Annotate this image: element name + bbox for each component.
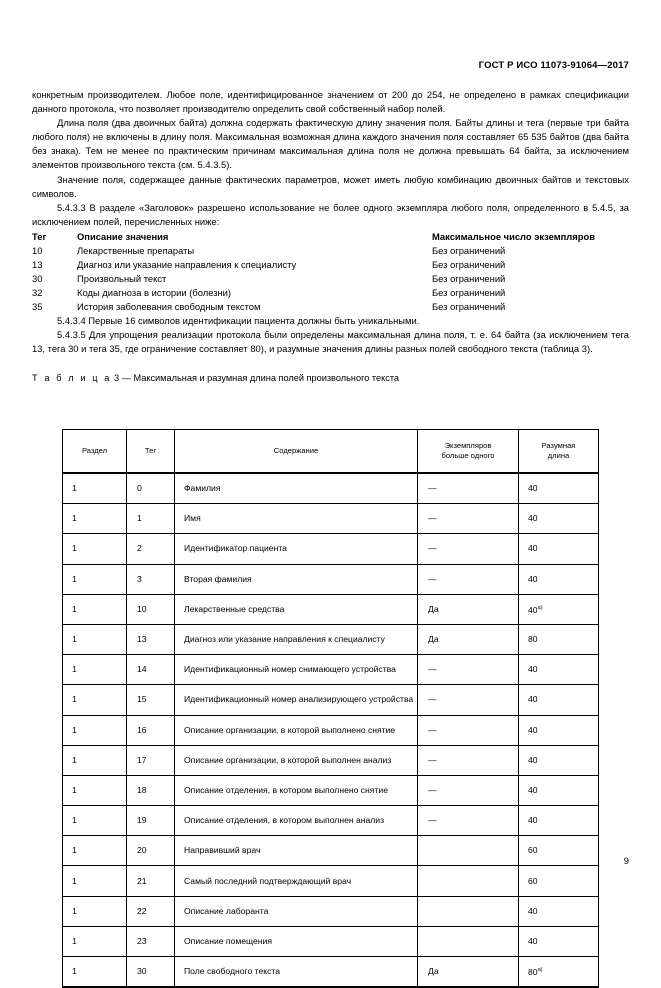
table-row (63, 594, 599, 624)
body-content (32, 88, 629, 385)
cell-length: 40 (519, 564, 599, 594)
table-row (63, 806, 599, 836)
table-3 (62, 429, 599, 988)
tag-list-row (32, 272, 629, 286)
cell-instances: — (418, 534, 519, 564)
paragraph-field-length: Длина поля (два двоичных байта) должна содержать фактическую длину значения поля. Байты длины и тега (первые три байта любого поля) не включены в длину поля. Максимальная возможная длина каждого значения поля составляет 65 535 байтов (два байта без знака). Тем не менее по практическим причинам максимальная длина поля не должна превышать 64 байта, за исключением элементов произвольного текста (см. 5.4.3.5). (32, 117, 629, 171)
cell-length: 40 (519, 504, 599, 534)
cell-content: Поле свободного текста (175, 957, 418, 988)
cell-tag: 20 (127, 836, 175, 866)
column-header-section: Раздел (63, 430, 127, 474)
footnote-marker: а) (537, 967, 543, 974)
tag-list-max: Без ограничений (432, 272, 506, 284)
cell-section: 1 (63, 564, 127, 594)
tag-list-header-tag: Тег (32, 230, 47, 242)
table-caption-number: 3 (114, 373, 120, 384)
cell-section: 1 (63, 715, 127, 745)
cell-content: Идентификационный номер снимающего устройства (175, 655, 418, 685)
table-row (63, 836, 599, 866)
column-header-length-line2: длина (547, 451, 570, 460)
column-header-length (519, 430, 599, 474)
cell-section: 1 (63, 594, 127, 624)
tag-list-description: Произвольный текст (77, 272, 167, 284)
cell-instances: — (418, 473, 519, 504)
cell-instances: — (418, 504, 519, 534)
table-row (63, 866, 599, 896)
table-row (63, 564, 599, 594)
cell-content: Вторая фамилия (175, 564, 418, 594)
cell-section: 1 (63, 806, 127, 836)
table-row (63, 957, 599, 988)
table-row (63, 926, 599, 956)
cell-instances: Да (418, 594, 519, 624)
cell-tag: 21 (127, 866, 175, 896)
cell-section: 1 (63, 926, 127, 956)
column-header-tag: Тег (127, 430, 175, 474)
table-row (63, 745, 599, 775)
cell-length: 60 (519, 866, 599, 896)
tag-list-description: История заболевания свободным текстом (77, 300, 261, 312)
cell-tag: 18 (127, 775, 175, 805)
cell-section: 1 (63, 745, 127, 775)
column-header-content: Содержание (175, 430, 418, 474)
table-row (63, 504, 599, 534)
cell-section: 1 (63, 866, 127, 896)
cell-instances (418, 896, 519, 926)
cell-tag: 2 (127, 534, 175, 564)
tag-list-header-row (32, 230, 629, 244)
tag-list-row (32, 300, 629, 314)
tag-list-description: Диагноз или указание направления к специалисту (77, 258, 297, 270)
column-header-instances-line2: больше одного (441, 451, 495, 460)
paragraph-intro: конкретным производителем. Любое поле, идентифицированное значением от 200 до 254, не определено в рамках спецификации данного протокола, что позволяет производителю определить свой собственный набор полей. (32, 89, 629, 115)
cell-content: Идентификатор пациента (175, 534, 418, 564)
cell-length: 60 (519, 836, 599, 866)
cell-length: 40 (519, 896, 599, 926)
cell-length: 40 (519, 655, 599, 685)
tag-list-description: Лекарственные препараты (77, 244, 195, 256)
cell-tag: 0 (127, 473, 175, 504)
cell-content: Описание помещения (175, 926, 418, 956)
cell-length: 80 (519, 624, 599, 654)
cell-instances (418, 866, 519, 896)
cell-tag: 3 (127, 564, 175, 594)
paragraph-5-4-3-4: 5.4.3.4 Первые 16 символов идентификации пациента должны быть уникальными. (57, 314, 420, 326)
cell-instances: — (418, 655, 519, 685)
tag-list-tag: 13 (32, 258, 43, 270)
cell-content: Фамилия (175, 473, 418, 504)
tag-list-tag: 10 (32, 244, 43, 256)
cell-length: 40 (519, 806, 599, 836)
cell-length: 40 (519, 926, 599, 956)
tag-list-header-max: Максимальное число экземпляров (432, 230, 595, 242)
cell-instances: — (418, 745, 519, 775)
table-row (63, 473, 599, 504)
cell-length: $40^{а)}$ (519, 594, 599, 624)
tag-list-row (32, 286, 629, 300)
cell-content: Самый последний подтверждающий врач (175, 866, 418, 896)
cell-tag: 16 (127, 715, 175, 745)
cell-length: 40 (519, 745, 599, 775)
tag-list-max: Без ограничений (432, 286, 506, 298)
cell-content: Описание организации, в которой выполнено снятие (175, 715, 418, 745)
tag-list-row (32, 258, 629, 272)
cell-content: Имя (175, 504, 418, 534)
tag-list-max: Без ограничений (432, 300, 506, 312)
tag-list-max: Без ограничений (432, 244, 506, 256)
paragraph-5-4-3-5: 5.4.3.5 Для упрощения реализации протокола были определены максимальная длина поля, т. е. 64 байта (за исключением тега 13, тега 30 и тега 35, где ограничение составляет 80), и разумные значения длины разных полей свободного текста (таблица 3). (32, 329, 629, 355)
tag-description-list (32, 230, 629, 314)
cell-content: Направивший врач (175, 836, 418, 866)
tag-list-tag: 32 (32, 286, 43, 298)
table-row (63, 715, 599, 745)
cell-tag: 30 (127, 957, 175, 988)
table-row (63, 896, 599, 926)
cell-tag: 15 (127, 685, 175, 715)
cell-content: Лекарственные средства (175, 594, 418, 624)
table-caption-label: Т а б л и ц а (32, 373, 112, 384)
page-number: 9 (623, 855, 629, 866)
cell-section: 1 (63, 534, 127, 564)
cell-length: 40 (519, 685, 599, 715)
cell-instances: — (418, 715, 519, 745)
cell-length: $80^{а)}$ (519, 957, 599, 988)
cell-length: 40 (519, 473, 599, 504)
cell-length: 40 (519, 775, 599, 805)
cell-length: 40 (519, 715, 599, 745)
cell-section: 1 (63, 685, 127, 715)
cell-content: Описание отделения, в котором выполнен анализ (175, 806, 418, 836)
tag-list-tag: 30 (32, 272, 43, 284)
paragraph-field-value: Значение поля, содержащее данные фактических параметров, может иметь любую комбинацию двоичных байтов и текстовых символов. (32, 173, 629, 199)
cell-length: 40 (519, 534, 599, 564)
cell-tag: 23 (127, 926, 175, 956)
cell-section: 1 (63, 775, 127, 805)
tag-list-header-description: Описание значения (77, 230, 169, 242)
cell-instances: Да (418, 624, 519, 654)
cell-instances (418, 926, 519, 956)
cell-instances: — (418, 806, 519, 836)
cell-content: Идентификационный номер анализирующего устройства (175, 685, 418, 715)
cell-content: Диагноз или указание направления к специалисту (175, 624, 418, 654)
cell-tag: 17 (127, 745, 175, 775)
cell-tag: 1 (127, 504, 175, 534)
cell-section: 1 (63, 504, 127, 534)
cell-tag: 19 (127, 806, 175, 836)
table-row (63, 655, 599, 685)
cell-instances: — (418, 685, 519, 715)
cell-section: 1 (63, 473, 127, 504)
cell-instances: Да (418, 957, 519, 988)
table-row (63, 775, 599, 805)
table-caption (32, 372, 629, 385)
cell-section: 1 (63, 836, 127, 866)
cell-tag: 14 (127, 655, 175, 685)
cell-tag: 22 (127, 896, 175, 926)
cell-content: Описание организации, в которой выполнен анализ (175, 745, 418, 775)
cell-section: 1 (63, 624, 127, 654)
column-header-instances-line1: Экземпляров (444, 440, 492, 450)
table-row (63, 534, 599, 564)
cell-content: Описание отделения, в котором выполнено снятие (175, 775, 418, 805)
cell-tag: 13 (127, 624, 175, 654)
table-row (63, 624, 599, 654)
column-header-length-line1: Разумная (541, 440, 576, 450)
tag-list-description: Коды диагноза в истории (болезни) (77, 286, 232, 298)
cell-content: Описание лаборанта (175, 896, 418, 926)
running-head: ГОСТ Р ИСО 11073-91064—2017 (478, 60, 629, 71)
paragraph-5-4-3-3: 5.4.3.3 В разделе «Заголовок» разрешено использование не более одного экземпляра любого поля, определенного в 5.4.5, за исключением полей, перечисленных ниже: (32, 201, 629, 227)
cell-tag: 10 (127, 594, 175, 624)
cell-instances: — (418, 564, 519, 594)
table-body (63, 473, 599, 987)
cell-section: 1 (63, 655, 127, 685)
cell-instances: — (418, 775, 519, 805)
table-caption-text: Максимальная и разумная длина полей произвольного текста (133, 373, 400, 384)
cell-section: 1 (63, 957, 127, 988)
cell-section: 1 (63, 896, 127, 926)
tag-list-max: Без ограничений (432, 258, 506, 270)
column-header-instances (418, 430, 519, 474)
table-header-row (63, 430, 599, 474)
footnote-marker: а) (537, 604, 543, 611)
cell-instances (418, 836, 519, 866)
table-row (63, 685, 599, 715)
tag-list-tag: 35 (32, 300, 43, 312)
tag-list-row (32, 244, 629, 258)
table-caption-dash: — (121, 373, 131, 384)
